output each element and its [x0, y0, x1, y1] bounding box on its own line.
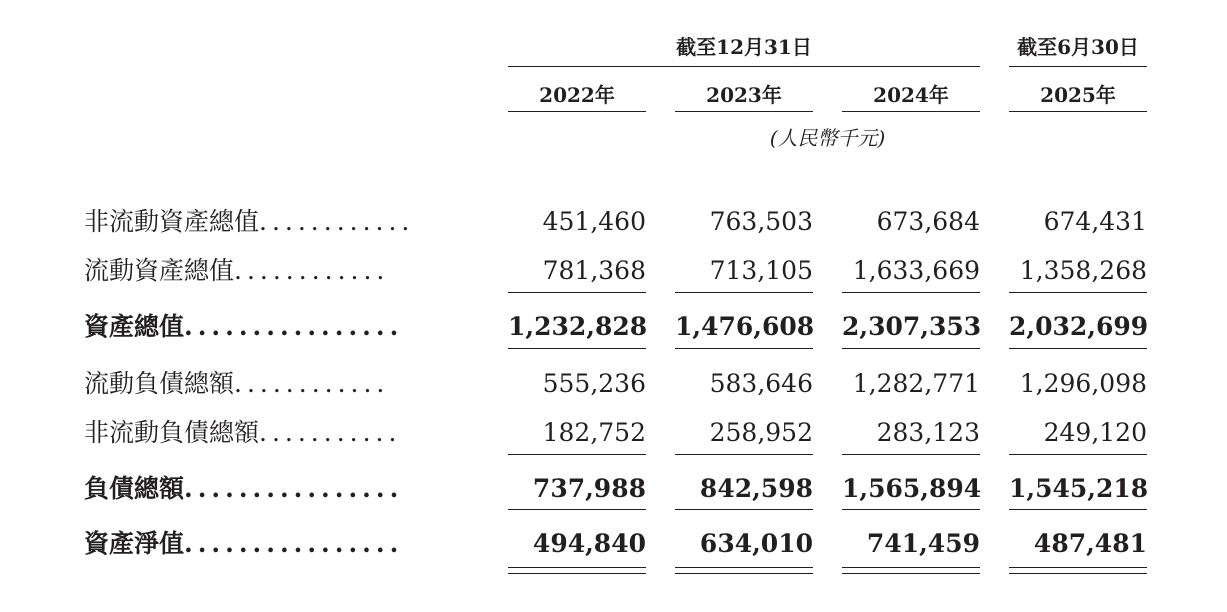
- value-cell: 1,296,098: [1019, 369, 1147, 398]
- value-cell: 487,481: [1033, 529, 1147, 558]
- total-rule: [1009, 348, 1147, 349]
- total-rule: [675, 348, 813, 349]
- value-cell: 741,459: [866, 529, 980, 558]
- subtotal-rule: [675, 454, 813, 455]
- row-label: 資產淨值................: [84, 529, 404, 558]
- table-row-total-assets: [0, 307, 1227, 347]
- value-cell: 2,032,699: [1009, 312, 1149, 341]
- value-cell: 283,123: [876, 418, 980, 447]
- value-cell: 1,565,894: [842, 474, 982, 503]
- double-rule-top: [1009, 567, 1147, 568]
- table-row-net-assets: [0, 524, 1227, 564]
- total-rule: [842, 348, 980, 349]
- header-group-rule-2: [1009, 66, 1147, 67]
- value-cell: 673,684: [876, 207, 980, 236]
- total-rule: [675, 509, 813, 510]
- value-cell: 1,232,828: [508, 312, 648, 341]
- value-cell: 1,282,771: [852, 369, 980, 398]
- row-label: 負債總額................: [84, 474, 404, 503]
- value-cell: 737,988: [532, 474, 646, 503]
- year-rule-2025: [1009, 111, 1147, 112]
- subtotal-rule: [842, 292, 980, 293]
- year-header-2022: 2022年: [539, 83, 615, 107]
- value-cell: 713,105: [709, 256, 813, 285]
- double-rule-bottom: [1009, 573, 1147, 574]
- value-cell: 494,840: [532, 529, 646, 558]
- value-cell: 182,752: [542, 418, 646, 447]
- year-header-2023: 2023年: [706, 83, 782, 107]
- period-header-jun30: 截至6月30日: [1017, 35, 1139, 59]
- value-cell: 674,431: [1043, 207, 1147, 236]
- double-rule-bottom: [842, 573, 980, 574]
- value-cell: 1,476,608: [675, 312, 815, 341]
- table-row-current-liabilities: [0, 364, 1227, 404]
- double-rule-top: [842, 567, 980, 568]
- total-rule: [508, 509, 646, 510]
- table-row-non-current-assets: [0, 202, 1227, 242]
- row-label: 非流動負債總額...........: [84, 418, 402, 447]
- total-rule: [1009, 509, 1147, 510]
- period-header-dec31: 截至12月31日: [676, 35, 812, 59]
- double-rule-bottom: [675, 573, 813, 574]
- value-cell: 781,368: [542, 256, 646, 285]
- year-rule-2022: [508, 111, 646, 112]
- value-cell: 258,952: [709, 418, 813, 447]
- double-rule-top: [508, 567, 646, 568]
- total-rule: [508, 348, 646, 349]
- value-cell: 1,358,268: [1019, 256, 1147, 285]
- year-header-2025: 2025年: [1040, 83, 1116, 107]
- table-row-total-liabilities: [0, 469, 1227, 509]
- total-rule: [842, 509, 980, 510]
- subtotal-rule: [1009, 454, 1147, 455]
- currency-unit-note: (人民幣千元): [769, 126, 886, 150]
- row-label: 流動負債總額............: [84, 369, 390, 398]
- year-rule-2023: [675, 111, 813, 112]
- year-rule-2024: [842, 111, 980, 112]
- value-cell: 842,598: [699, 474, 813, 503]
- value-cell: 249,120: [1043, 418, 1147, 447]
- subtotal-rule: [842, 454, 980, 455]
- value-cell: 2,307,353: [842, 312, 982, 341]
- row-label: 非流動資產總值............: [84, 207, 415, 236]
- header-group-rule-1: [508, 66, 980, 67]
- value-cell: 763,503: [709, 207, 813, 236]
- value-cell: 555,236: [542, 369, 646, 398]
- table-row-non-current-liabilities: [0, 413, 1227, 453]
- row-label: 流動資產總值............: [84, 256, 390, 285]
- subtotal-rule: [675, 292, 813, 293]
- subtotal-rule: [1009, 292, 1147, 293]
- subtotal-rule: [508, 292, 646, 293]
- value-cell: 634,010: [699, 529, 813, 558]
- value-cell: 583,646: [709, 369, 813, 398]
- value-cell: 451,460: [542, 207, 646, 236]
- value-cell: 1,545,218: [1009, 474, 1149, 503]
- value-cell: 1,633,669: [852, 256, 980, 285]
- table-row-current-assets: [0, 251, 1227, 291]
- double-rule-bottom: [508, 573, 646, 574]
- double-rule-top: [675, 567, 813, 568]
- subtotal-rule: [508, 454, 646, 455]
- row-label: 資產總值................: [84, 312, 404, 341]
- year-header-2024: 2024年: [873, 83, 949, 107]
